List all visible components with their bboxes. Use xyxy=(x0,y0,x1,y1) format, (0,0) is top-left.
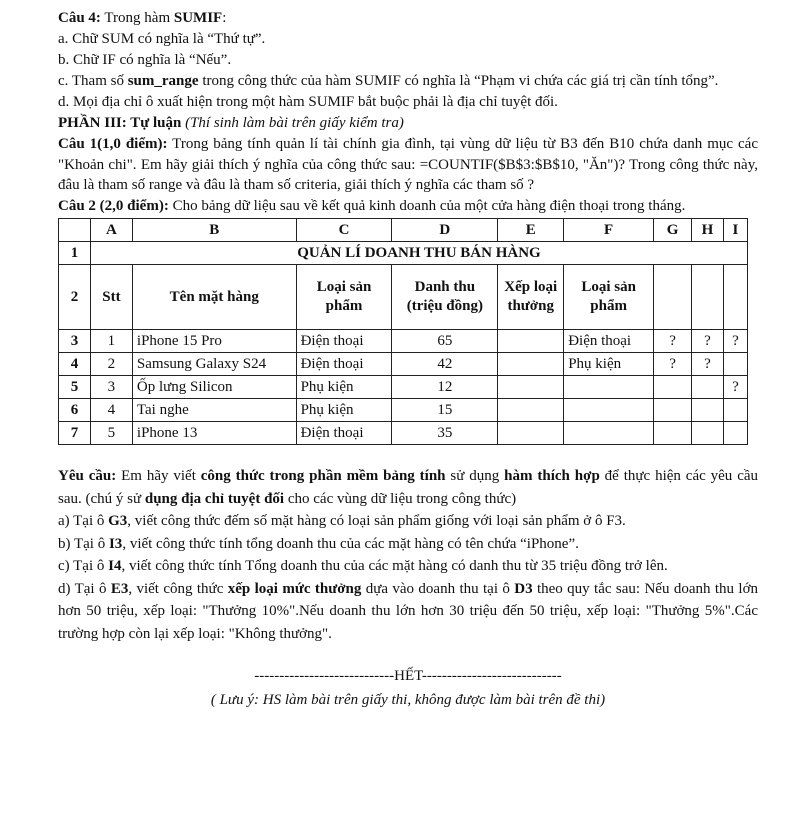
cell-f xyxy=(564,399,654,422)
requirement-a: a) Tại ô G3, viết công thức đếm số mặt hàng có loại sản phẩm giống với loại sản phẩm ở ô F3. xyxy=(58,513,626,529)
row-number: 4 xyxy=(59,353,91,376)
empty-cell xyxy=(654,265,692,330)
cell-revenue: 12 xyxy=(392,376,498,399)
cell-revenue: 65 xyxy=(392,330,498,353)
column-header: I xyxy=(723,219,747,242)
row-number: 5 xyxy=(59,376,91,399)
cell-f: Điện thoại xyxy=(564,330,654,353)
cell-rank xyxy=(498,353,564,376)
requirement-c: c) Tại ô I4, viết công thức tính Tổng doanh thu của các mặt hàng có danh thu từ 35 triệu đồng trở lên. xyxy=(58,558,668,574)
cell-g xyxy=(654,376,692,399)
q4-option-b: b. Chữ IF có nghĩa là “Nếu”. xyxy=(58,52,232,68)
cell-f xyxy=(564,376,654,399)
cell-h xyxy=(692,422,724,445)
cell-h: ? xyxy=(692,330,724,353)
q4-option-c: c. Tham số sum_range trong công thức của hàm SUMIF có nghĩa là “Phạm vi chứa các giá trị cần tính tổng”. xyxy=(58,73,719,89)
exam-page xyxy=(58,8,758,711)
cell-type: Điện thoại xyxy=(296,353,392,376)
cell-name: iPhone 13 xyxy=(132,422,296,445)
table-row xyxy=(59,399,748,422)
column-header: A xyxy=(90,219,132,242)
cell-stt: 1 xyxy=(90,330,132,353)
row-number: 7 xyxy=(59,422,91,445)
table-row xyxy=(59,422,748,445)
cell-type: Phụ kiện xyxy=(296,376,392,399)
header-rank: Xếp loại thưởng xyxy=(498,265,564,330)
cell-rank xyxy=(498,330,564,353)
cell-h xyxy=(692,376,724,399)
header-revenue: Danh thu (triệu đồng) xyxy=(392,265,498,330)
cell-name: Ốp lưng Silicon xyxy=(132,376,296,399)
cell-g: ? xyxy=(654,330,692,353)
column-header: H xyxy=(692,219,724,242)
q4-option-d: d. Mọi địa chỉ ô xuất hiện trong một hàm SUMIF bắt buộc phải là địa chỉ tuyệt đối. xyxy=(58,94,558,110)
footer-note: ( Lưu ý: HS làm bài trên giấy thi, không được làm bài trên đề thi) xyxy=(210,692,606,708)
cell-name: iPhone 15 Pro xyxy=(132,330,296,353)
table-row xyxy=(59,330,748,353)
header-name: Tên mặt hàng xyxy=(132,265,296,330)
cell-h xyxy=(692,399,724,422)
cell-g: ? xyxy=(654,353,692,376)
row-number: 3 xyxy=(59,330,91,353)
cell-i xyxy=(723,353,747,376)
requirements xyxy=(58,465,758,645)
column-header: C xyxy=(296,219,392,242)
question-1: Câu 1(1,0 điểm): Trong bảng tính quản lí tài chính gia đình, tại vùng dữ liệu từ B3 đến B10 chứa danh mục các "Khoản chi". Em hãy giải thích ý nghĩa của công thức sau: =COUNTIF($B$3:$B$10, "Ăn")? Trong công thức này, đâu là tham số range và đâu là tham số criteria, giải thích ý nghĩa các tham số ? xyxy=(58,136,759,193)
cell-type: Điện thoại xyxy=(296,330,392,353)
column-header: D xyxy=(392,219,498,242)
header-stt: Stt xyxy=(90,265,132,330)
requirement-b: b) Tại ô I3, viết công thức tính tổng doanh thu của các mặt hàng có tên chứa “iPhone”. xyxy=(58,535,579,552)
cell-stt: 4 xyxy=(90,399,132,422)
q4-title: Câu 4: Trong hàm SUMIF: xyxy=(58,10,227,26)
header-type: Loại sản phẩm xyxy=(296,265,392,330)
column-header: F xyxy=(564,219,654,242)
cell-type: Điện thoại xyxy=(296,422,392,445)
cell-h: ? xyxy=(692,353,724,376)
cell-rank xyxy=(498,376,564,399)
column-header-row xyxy=(59,219,748,242)
cell-g xyxy=(654,399,692,422)
spreadsheet-table xyxy=(58,218,748,445)
part3-heading: PHẦN III: Tự luận (Thí sinh làm bài trên giấy kiểm tra) xyxy=(58,115,404,131)
end-label: HẾT xyxy=(394,668,422,684)
cell-name: Tai nghe xyxy=(132,399,296,422)
cell-stt: 3 xyxy=(90,376,132,399)
cell-stt: 2 xyxy=(90,353,132,376)
cell-g xyxy=(654,422,692,445)
row-number: 2 xyxy=(59,265,91,330)
cell-rank xyxy=(498,399,564,422)
table-row xyxy=(59,242,748,265)
table-row xyxy=(59,265,748,330)
row-number: 6 xyxy=(59,399,91,422)
end-line: ----------------------------HẾT---------------------------- xyxy=(254,668,562,684)
column-header: E xyxy=(498,219,564,242)
cell-i xyxy=(723,399,747,422)
empty-cell xyxy=(723,265,747,330)
cell-f: Phụ kiện xyxy=(564,353,654,376)
q4-option-a: a. Chữ SUM có nghĩa là “Thứ tự”. xyxy=(58,31,266,47)
cell-i: ? xyxy=(723,376,747,399)
cell-type: Phụ kiện xyxy=(296,399,392,422)
cell-revenue: 42 xyxy=(392,353,498,376)
column-header: B xyxy=(132,219,296,242)
cell-f xyxy=(564,422,654,445)
cell-stt: 5 xyxy=(90,422,132,445)
corner-cell xyxy=(59,219,91,242)
cell-revenue: 15 xyxy=(392,399,498,422)
cell-i: ? xyxy=(723,330,747,353)
cell-name: Samsung Galaxy S24 xyxy=(132,353,296,376)
table-title: QUẢN LÍ DOANH THU BÁN HÀNG xyxy=(90,242,747,265)
empty-cell xyxy=(692,265,724,330)
question-2: Câu 2 (2,0 điểm): Cho bảng dữ liệu sau về kết quả kinh doanh của một cửa hàng điện thoại trong tháng. xyxy=(58,197,686,214)
cell-i xyxy=(723,422,747,445)
table-row xyxy=(59,353,748,376)
row-number: 1 xyxy=(59,242,91,265)
cell-revenue: 35 xyxy=(392,422,498,445)
requirement-d: d) Tại ô E3, viết công thức xếp loại mức thưởng dựa vào doanh thu tại ô D3 theo quy tắc sau: Nếu doanh thu lớn hơn 50 triệu, xếp loại: "Thưởng 10%".Nếu doanh thu lớn hơn 30 triệu đến 50 triệu, xếp loại: "Thưởng 5%".Các trường hợp còn lại xếp loại: "Không thưởng". xyxy=(58,580,758,642)
table-row xyxy=(59,376,748,399)
header-type-2: Loại sản phẩm xyxy=(564,265,654,330)
column-header: G xyxy=(654,219,692,242)
requirements-lead: Yêu cầu: Em hãy viết công thức trong phần mềm bảng tính sử dụng hàm thích hợp để thực hiện các yêu cầu sau. (chú ý sử dụng địa chỉ tuyệt đối cho các vùng dữ liệu trong công thức) xyxy=(58,468,759,507)
cell-rank xyxy=(498,422,564,445)
